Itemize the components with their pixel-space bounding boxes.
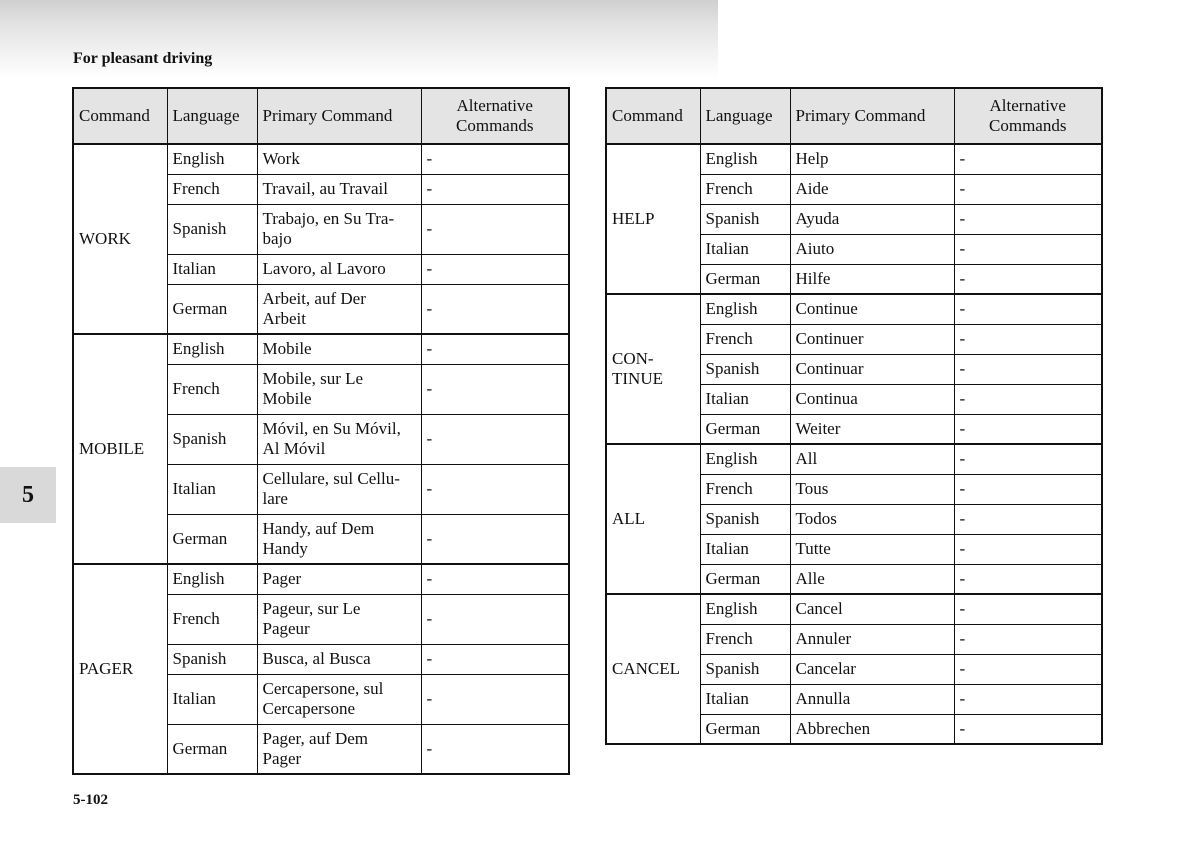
alternative-command-cell: - xyxy=(954,174,1102,204)
language-cell: Italian xyxy=(167,464,257,514)
alternative-command-cell: - xyxy=(421,724,569,774)
column-header-language: Language xyxy=(700,88,790,144)
primary-command-cell: Continua xyxy=(790,384,954,414)
primary-command-cell: Cellulare, sul Cellu- lare xyxy=(257,464,421,514)
table-row xyxy=(73,144,569,174)
language-cell: French xyxy=(700,174,790,204)
primary-command-cell: Continuer xyxy=(790,324,954,354)
language-cell: German xyxy=(700,414,790,444)
primary-command-cell: Tous xyxy=(790,474,954,504)
alternative-command-cell: - xyxy=(421,254,569,284)
section-title: For pleasant driving xyxy=(73,50,213,67)
primary-command-cell: Pager xyxy=(257,564,421,594)
language-cell: Spanish xyxy=(700,654,790,684)
language-cell: English xyxy=(167,564,257,594)
column-header-primary-command: Primary Command xyxy=(257,88,421,144)
alternative-command-cell: - xyxy=(954,474,1102,504)
table-row xyxy=(606,444,1102,474)
alternative-command-cell: - xyxy=(954,144,1102,174)
language-cell: English xyxy=(700,294,790,324)
language-cell: Italian xyxy=(167,674,257,724)
primary-command-cell: Todos xyxy=(790,504,954,534)
column-header-language: Language xyxy=(167,88,257,144)
primary-command-cell: Mobile, sur Le Mobile xyxy=(257,364,421,414)
alternative-command-cell: - xyxy=(421,414,569,464)
voice-command-table-left xyxy=(72,87,570,775)
command-cell: PAGER xyxy=(73,564,167,774)
language-cell: French xyxy=(700,324,790,354)
primary-command-cell: Help xyxy=(790,144,954,174)
alternative-command-cell: - xyxy=(954,294,1102,324)
language-cell: Italian xyxy=(700,234,790,264)
alternative-command-cell: - xyxy=(954,504,1102,534)
alternative-command-cell: - xyxy=(954,324,1102,354)
language-cell: Spanish xyxy=(167,414,257,464)
table-row xyxy=(73,564,569,594)
primary-command-cell: Busca, al Busca xyxy=(257,644,421,674)
primary-command-cell: Móvil, en Su Móvil, Al Móvil xyxy=(257,414,421,464)
language-cell: English xyxy=(167,334,257,364)
primary-command-cell: Continue xyxy=(790,294,954,324)
alternative-command-cell: - xyxy=(954,384,1102,414)
primary-command-cell: Ayuda xyxy=(790,204,954,234)
alternative-command-cell: - xyxy=(421,334,569,364)
table-body-left xyxy=(73,144,569,774)
language-cell: French xyxy=(167,594,257,644)
alternative-command-cell: - xyxy=(421,594,569,644)
alternative-command-cell: - xyxy=(421,284,569,334)
language-cell: English xyxy=(167,144,257,174)
page-number: 5-102 xyxy=(73,792,108,808)
primary-command-cell: Annuler xyxy=(790,624,954,654)
alternative-command-cell: - xyxy=(954,594,1102,624)
command-cell: CON- TINUE xyxy=(606,294,700,444)
command-cell: HELP xyxy=(606,144,700,294)
command-cell: ALL xyxy=(606,444,700,594)
alternative-command-cell: - xyxy=(954,684,1102,714)
column-header-alternative-commands: Alternative Commands xyxy=(421,88,569,144)
column-header-primary-command: Primary Command xyxy=(790,88,954,144)
column-header-alternative-commands: Alternative Commands xyxy=(954,88,1102,144)
alternative-command-cell: - xyxy=(421,674,569,724)
language-cell: Italian xyxy=(700,534,790,564)
language-cell: Spanish xyxy=(700,204,790,234)
column-header-command: Command xyxy=(73,88,167,144)
chapter-tab: 5 xyxy=(0,467,56,523)
command-cell: MOBILE xyxy=(73,334,167,564)
primary-command-cell: Cancel xyxy=(790,594,954,624)
language-cell: Spanish xyxy=(700,354,790,384)
language-cell: German xyxy=(167,284,257,334)
primary-command-cell: Abbrechen xyxy=(790,714,954,744)
language-cell: English xyxy=(700,144,790,174)
primary-command-cell: Continuar xyxy=(790,354,954,384)
language-cell: German xyxy=(700,564,790,594)
language-cell: Italian xyxy=(700,684,790,714)
alternative-command-cell: - xyxy=(421,204,569,254)
alternative-command-cell: - xyxy=(954,444,1102,474)
primary-command-cell: Work xyxy=(257,144,421,174)
alternative-command-cell: - xyxy=(421,564,569,594)
primary-command-cell: Handy, auf Dem Handy xyxy=(257,514,421,564)
alternative-command-cell: - xyxy=(421,464,569,514)
command-cell: WORK xyxy=(73,144,167,334)
table-row xyxy=(606,294,1102,324)
alternative-command-cell: - xyxy=(954,624,1102,654)
primary-command-cell: Weiter xyxy=(790,414,954,444)
primary-command-cell: Lavoro, al Lavoro xyxy=(257,254,421,284)
language-cell: French xyxy=(700,624,790,654)
language-cell: Italian xyxy=(700,384,790,414)
alternative-command-cell: - xyxy=(954,234,1102,264)
alternative-command-cell: - xyxy=(421,514,569,564)
alternative-command-cell: - xyxy=(954,534,1102,564)
primary-command-cell: Tutte xyxy=(790,534,954,564)
alternative-command-cell: - xyxy=(954,714,1102,744)
alternative-command-cell: - xyxy=(421,174,569,204)
voice-command-table-right xyxy=(605,87,1103,745)
table-row xyxy=(606,144,1102,174)
alternative-command-cell: - xyxy=(954,204,1102,234)
primary-command-cell: Trabajo, en Su Tra- bajo xyxy=(257,204,421,254)
alternative-command-cell: - xyxy=(954,264,1102,294)
primary-command-cell: All xyxy=(790,444,954,474)
primary-command-cell: Alle xyxy=(790,564,954,594)
command-cell: CANCEL xyxy=(606,594,700,744)
alternative-command-cell: - xyxy=(954,414,1102,444)
alternative-command-cell: - xyxy=(421,644,569,674)
language-cell: English xyxy=(700,594,790,624)
alternative-command-cell: - xyxy=(954,654,1102,684)
alternative-command-cell: - xyxy=(954,354,1102,384)
primary-command-cell: Aide xyxy=(790,174,954,204)
primary-command-cell: Mobile xyxy=(257,334,421,364)
language-cell: German xyxy=(167,724,257,774)
primary-command-cell: Annulla xyxy=(790,684,954,714)
language-cell: Spanish xyxy=(167,644,257,674)
primary-command-cell: Aiuto xyxy=(790,234,954,264)
table-row xyxy=(73,334,569,364)
language-cell: French xyxy=(167,174,257,204)
alternative-command-cell: - xyxy=(954,564,1102,594)
primary-command-cell: Cancelar xyxy=(790,654,954,684)
column-header-command: Command xyxy=(606,88,700,144)
primary-command-cell: Cercapersone, sul Cercapersone xyxy=(257,674,421,724)
alternative-command-cell: - xyxy=(421,364,569,414)
primary-command-cell: Pager, auf Dem Pager xyxy=(257,724,421,774)
language-cell: Spanish xyxy=(167,204,257,254)
table-row xyxy=(606,594,1102,624)
alternative-command-cell: - xyxy=(421,144,569,174)
primary-command-cell: Hilfe xyxy=(790,264,954,294)
primary-command-cell: Arbeit, auf Der Arbeit xyxy=(257,284,421,334)
language-cell: English xyxy=(700,444,790,474)
language-cell: Spanish xyxy=(700,504,790,534)
language-cell: French xyxy=(700,474,790,504)
primary-command-cell: Travail, au Travail xyxy=(257,174,421,204)
language-cell: German xyxy=(167,514,257,564)
language-cell: German xyxy=(700,264,790,294)
primary-command-cell: Pageur, sur Le Pageur xyxy=(257,594,421,644)
language-cell: French xyxy=(167,364,257,414)
table-body-right xyxy=(606,144,1102,744)
language-cell: Italian xyxy=(167,254,257,284)
language-cell: German xyxy=(700,714,790,744)
